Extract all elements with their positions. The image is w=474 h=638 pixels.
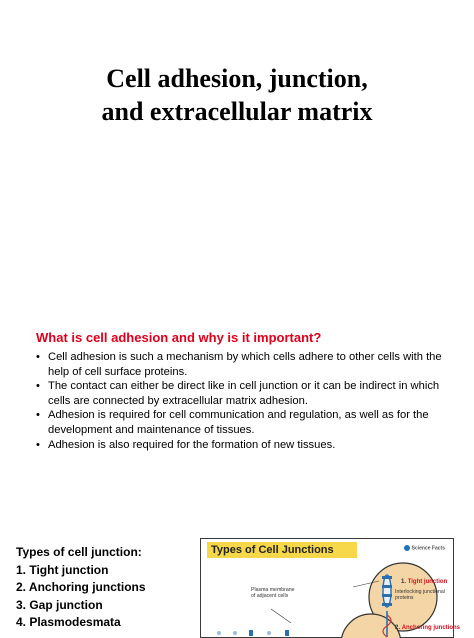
bullet-item: • The contact can either be direct like in cell junction or it can be indirect in which cells are connected by extracellular matrix adhesion.	[36, 379, 448, 408]
label-tight-junction	[401, 579, 447, 585]
slide-title-line-2: and extracellular matrix	[101, 97, 373, 126]
junction-type-item: 3. Gap junction	[16, 597, 103, 612]
bullet-item: • Adhesion is also required for the formation of new tissues.	[36, 438, 448, 453]
label-tight-junction-number: 1.	[401, 579, 407, 585]
label-tight-junction-text: Tight junction	[407, 579, 448, 585]
junction-type-item: 1. Tight junction	[16, 562, 109, 577]
label-anchoring-junctions-number: 2.	[395, 625, 401, 631]
bullet-item: • Cell adhesion is such a mechanism by which cells adhere to other cells with the help of cell surface proteins.	[36, 350, 448, 379]
science-facts-logo	[404, 545, 445, 551]
slide-title	[0, 62, 474, 128]
figure-title: Types of Cell Junctions	[207, 542, 357, 558]
label-interlocking-proteins: Interlocking junctional proteins	[395, 589, 445, 601]
slide-title-line-1: Cell adhesion, junction,	[106, 64, 368, 93]
science-facts-logo-icon	[404, 545, 410, 551]
label-anchoring-junctions	[395, 625, 460, 631]
bullet-item: • Adhesion is required for cell communication and regulation, as well as for the development and maintenance of tissues.	[36, 408, 448, 437]
label-plasma-membrane: Plasma membrane of adjacent cells	[251, 587, 295, 599]
label-anchoring-junctions-text: Anchoring junctions	[401, 625, 461, 631]
junction-types-heading: Types of cell junction:	[16, 545, 142, 559]
science-facts-logo-text: Science Facts	[411, 545, 445, 552]
junction-types-list	[16, 544, 186, 632]
bullet-list	[36, 350, 448, 452]
junction-type-item: 2. Anchoring junctions	[16, 580, 146, 594]
section-question: What is cell adhesion and why is it important?	[36, 330, 322, 345]
junction-type-item: 4. Plasmodesmata	[16, 615, 121, 629]
cell-junctions-figure	[200, 538, 461, 638]
